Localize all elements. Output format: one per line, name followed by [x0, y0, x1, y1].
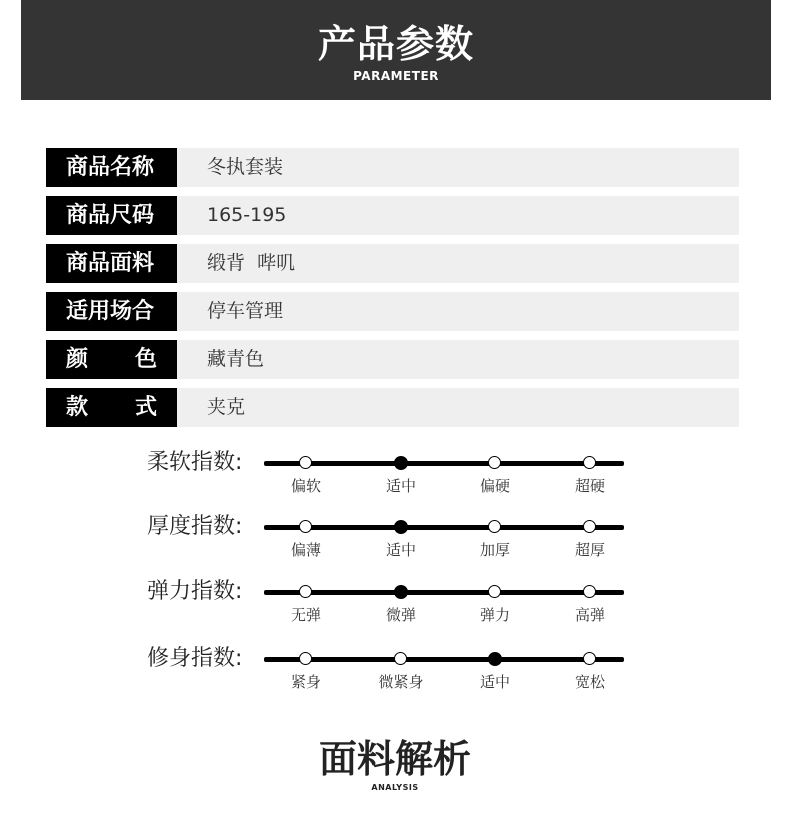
param-row-fabric	[46, 244, 739, 283]
section-title: 面料解析	[318, 737, 471, 781]
index-label: 修身指数:	[147, 646, 243, 671]
section-subtitle: ANALYSIS	[371, 783, 419, 792]
index-label: 柔软指数:	[147, 450, 243, 475]
index-marker	[488, 520, 501, 533]
index-option-label: 弹力	[479, 606, 510, 624]
param-label	[46, 340, 177, 379]
index-option-label: 适中	[385, 477, 416, 495]
index-option-label: 偏硬	[479, 477, 510, 495]
index-marker	[299, 652, 312, 665]
index-option-label: 高弹	[574, 606, 605, 624]
index-marker-selected	[394, 456, 408, 470]
index-label: 厚度指数:	[147, 514, 243, 539]
index-marker-selected	[488, 652, 502, 666]
index-option-label: 适中	[385, 541, 416, 559]
param-label-char: 色	[134, 347, 157, 372]
param-row-size	[46, 196, 739, 235]
index-marker	[583, 585, 596, 598]
index-option-label: 紧身	[290, 673, 321, 691]
index-option-label: 加厚	[479, 541, 510, 559]
index-scale	[0, 579, 790, 652]
index-marker	[583, 456, 596, 469]
index-option-label: 偏薄	[290, 541, 321, 559]
index-marker	[394, 652, 407, 665]
index-marker	[583, 652, 596, 665]
index-label: 弹力指数:	[147, 579, 243, 604]
page-title: 产品参数	[317, 22, 474, 66]
index-option-label: 宽松	[574, 673, 605, 691]
index-option-label: 超厚	[574, 541, 605, 559]
index-marker	[299, 520, 312, 533]
param-label-char: 颜	[66, 347, 89, 372]
param-row-name	[46, 148, 739, 187]
index-marker	[299, 456, 312, 469]
param-row-color	[46, 340, 739, 379]
index-track	[264, 461, 624, 466]
index-scale	[0, 450, 790, 523]
param-row-occasion	[46, 292, 739, 331]
index-marker	[299, 585, 312, 598]
index-option-label: 适中	[479, 673, 510, 691]
index-option-label: 微紧身	[378, 673, 424, 691]
index-track	[264, 590, 624, 595]
index-track	[264, 657, 624, 662]
param-value: 夹克	[177, 388, 739, 427]
param-label: 商品面料	[46, 244, 177, 283]
index-marker	[583, 520, 596, 533]
param-value: 缎背 哔叽	[177, 244, 739, 283]
index-track	[264, 525, 624, 530]
param-value: 165-195	[177, 196, 739, 235]
index-marker	[488, 456, 501, 469]
index-option-label: 偏软	[290, 477, 321, 495]
header-banner	[21, 0, 771, 100]
param-label-char: 款	[66, 395, 89, 420]
param-row-style	[46, 388, 739, 427]
index-scale	[0, 514, 790, 587]
param-label: 商品尺码	[46, 196, 177, 235]
param-value: 藏青色	[177, 340, 739, 379]
index-marker-selected	[394, 520, 408, 534]
param-label: 商品名称	[46, 148, 177, 187]
page-subtitle: PARAMETER	[353, 69, 439, 83]
param-value: 停车管理	[177, 292, 739, 331]
index-option-label: 无弹	[290, 606, 321, 624]
param-value: 冬执套装	[177, 148, 739, 187]
param-label	[46, 388, 177, 427]
index-option-label: 超硬	[574, 477, 605, 495]
index-marker	[488, 585, 501, 598]
param-label: 适用场合	[46, 292, 177, 331]
index-option-label: 微弹	[385, 606, 416, 624]
parameter-table	[46, 148, 739, 436]
index-marker-selected	[394, 585, 408, 599]
index-scale	[0, 646, 790, 719]
param-label-char: 式	[134, 395, 157, 420]
